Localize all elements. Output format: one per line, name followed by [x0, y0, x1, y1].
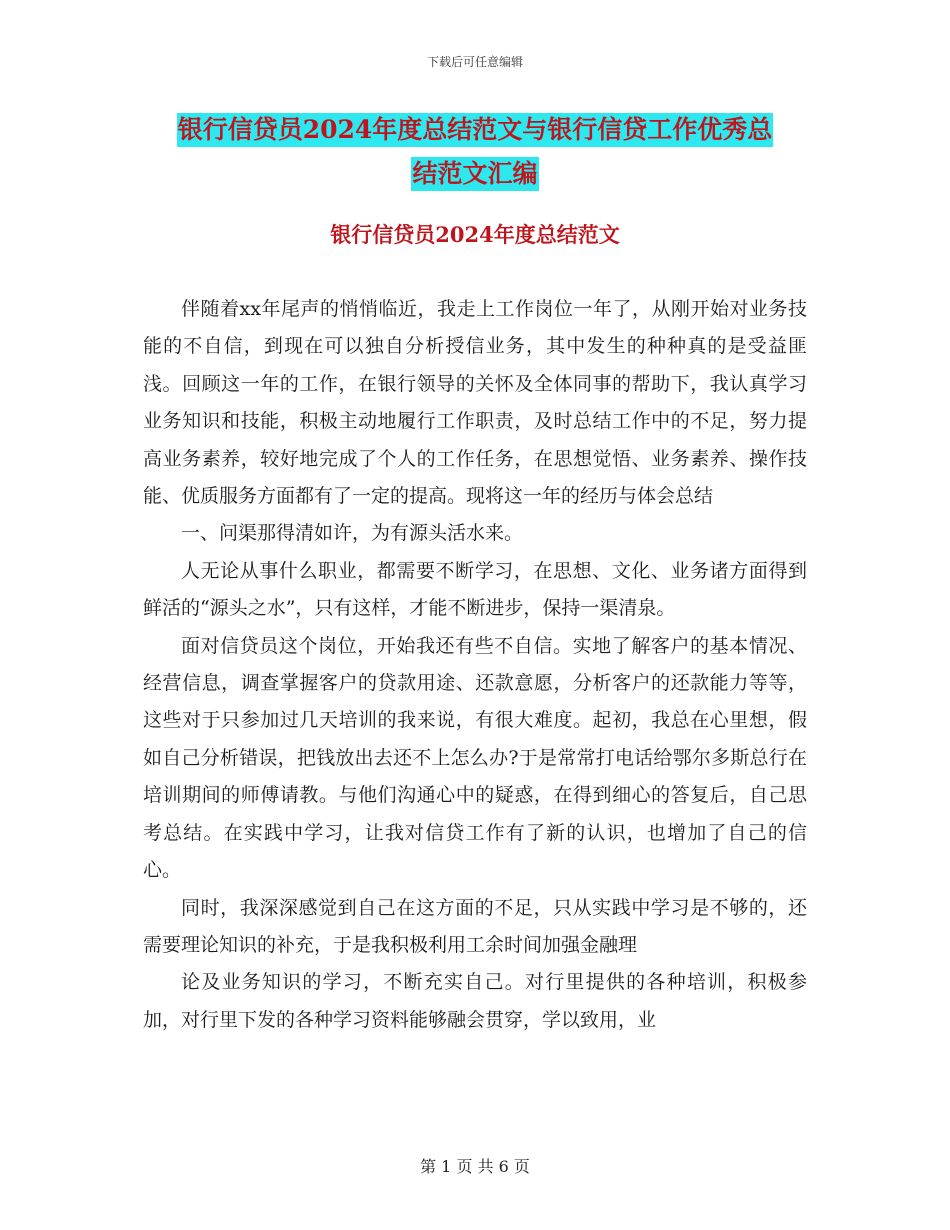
header-note: 下载后可任意编辑 — [426, 55, 523, 69]
paragraph-theory: 同时，我深深感觉到自己在这方面的不足，只从实践中学习是不够的，还需要理论知识的补充，于是我积极利用工余时间加强金融理 — [143, 896, 807, 956]
document-title-line-1: 银行信贷员2024年度总结范文与银行信贷工作优秀总 — [177, 113, 774, 147]
document-title-line-2: 结范文汇编 — [411, 157, 538, 191]
paragraph-learning: 人无论从事什么职业，都需要不断学习，在思想、文化、业务诸方面得到鲜活的“源头之水”，只有这样，才能不断进步，保持一渠清泉。 — [143, 559, 807, 620]
section-title: 银行信贷员2024年度总结范文 — [330, 222, 620, 247]
page-footer: 第 1 页 共 6 页 — [420, 1157, 530, 1176]
paragraph-training: 论及业务知识的学习，不断充实自己。对行里提供的各种培训，积极参加，对行里下发的各种学习资料能够融会贯穿，学以致用，业 — [143, 971, 807, 1031]
document-title-line-1-wrap — [0, 113, 950, 147]
paragraph-heading-1: 一、问渠那得清如许，为有源头活水来。 — [181, 522, 524, 545]
document-title-line-2-wrap — [0, 157, 950, 191]
paragraph-intro: 伴随着xx年尾声的悄悄临近，我走上工作岗位一年了，从刚开始对业务技能的不自信，到现在可以独自分析授信业务，其中发生的种种真的是受益匪浅。回顾这一年的工作，在银行领导的关怀及全体同事的帮助下，我认真学习业务知识和技能，积极主动地履行工作职责，及时总结工作中的不足，努力提高业务素养，较好地完成了个人的工作任务，在思想觉悟、业务素养、操作技能、优质服务方面都有了一定的提高。现将这一年的经历与体会总结 — [143, 298, 807, 508]
paragraph-confidence: 面对信贷员这个岗位，开始我还有些不自信。实地了解客户的基本情况、经营信息，调查掌握客户的贷款用途、还款意愿，分析客户的还款能力等等，这些对于只参加过几天培训的我来说，有很大难度。起初，我总在心里想，假如自己分析错误，把钱放出去还不上怎么办?于是常常打电话给鄂尔多斯总行在培训期间的师傅请教。与他们沟通心中的疑惑，在得到细心的答复后，自己思考总结。在实践中学习，让我对信贷工作有了新的认识，也增加了自己的信心。 — [143, 634, 807, 882]
body-text — [143, 291, 807, 1039]
